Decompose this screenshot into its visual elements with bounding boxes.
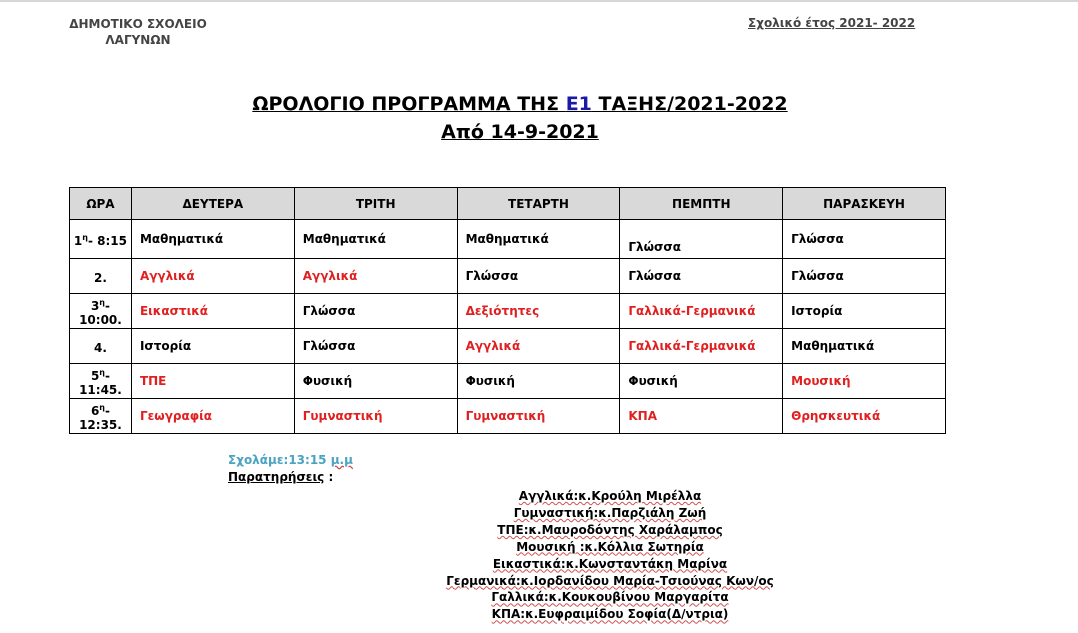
school-name — [58, 16, 218, 48]
teacher-line: Γερμανικά:κ.Ιορδανίδου Μαρία-Τσιούνας Κων/ος — [446, 573, 774, 588]
subject-cell: Φυσική — [457, 364, 620, 399]
hour-superscript: η — [99, 402, 105, 412]
teacher-line: ΚΠΑ:κ.Ευφραιμίδου Σοφία(Δ/ντρια) — [491, 607, 729, 622]
subject-cell: Ιστορία — [783, 294, 946, 329]
table-row — [70, 259, 946, 294]
hour-cell — [70, 259, 132, 294]
subject-cell: Θρησκευτικά — [783, 399, 946, 434]
remarks-heading — [228, 470, 333, 484]
hour-superscript: η — [82, 232, 88, 242]
hour-superscript: η — [99, 297, 105, 307]
subject-cell: Γλώσσα — [620, 259, 783, 294]
teacher-line: Μουσική :κ.Κόλλια Σωτηρία — [516, 539, 704, 554]
hour-time: - 10:00. — [79, 298, 122, 327]
school-year: Σχολικό έτος 2021- 2022 — [748, 16, 916, 30]
hour-time: - 11:45. — [79, 368, 122, 397]
hour-number: 2. — [94, 270, 107, 285]
subject-cell: Μαθηματικά — [783, 329, 946, 364]
subject-cell: Φυσική — [294, 364, 457, 399]
school-name-line1: ΔΗΜΟΤΙΚΟ ΣΧΟΛΕΙΟ — [69, 17, 207, 31]
timetable — [69, 187, 946, 434]
hour-number: 1 — [73, 233, 83, 248]
subject-cell: Δεξιότητες — [457, 294, 620, 329]
hour-superscript: η — [99, 367, 105, 377]
hour-time: - 12:35. — [79, 403, 122, 432]
header-hour: ΩΡΑ — [70, 188, 132, 220]
table-row — [70, 294, 946, 329]
subject-cell: Αγγλικά — [294, 259, 457, 294]
hour-number: 3 — [90, 298, 100, 313]
subject-cell: Γλώσσα — [294, 294, 457, 329]
header-thursday: ΠΕΜΠΤΗ — [620, 188, 783, 220]
table-row — [70, 399, 946, 434]
dismissal-suffix: μ.μ — [330, 453, 353, 467]
subject-cell: Γλώσσα — [620, 220, 783, 259]
hour-cell — [70, 329, 132, 364]
hour-cell — [70, 364, 132, 399]
subject-cell: Ιστορία — [131, 329, 294, 364]
school-name-line2: ΛΑΓΥΝΩΝ — [105, 33, 171, 47]
hour-number: 5 — [90, 368, 100, 383]
header-friday: ΠΑΡΑΣΚΕΥΗ — [783, 188, 946, 220]
dismissal-time — [228, 453, 353, 467]
teacher-line: Γαλλικά:κ.Κουκουβίνου Μαργαρίτα — [491, 590, 729, 605]
subject-cell: Μαθηματικά — [131, 220, 294, 259]
subject-cell: Μουσική — [783, 364, 946, 399]
subject-cell: Γαλλικά-Γερμανικά — [620, 294, 783, 329]
hour-cell — [70, 399, 132, 434]
page-title — [0, 90, 1040, 146]
teacher-line: Εικαστικά:κ.Κωνσταντάκη Μαρίνα — [492, 556, 728, 571]
hour-cell — [70, 220, 132, 259]
timetable-header-row — [70, 188, 946, 220]
subject-cell: ΚΠΑ — [620, 399, 783, 434]
header-monday: ΔΕΥΤΕΡΑ — [131, 188, 294, 220]
hour-number: 4. — [94, 340, 107, 355]
title-date: Από 14-9-2021 — [441, 121, 599, 143]
timetable-body — [70, 220, 946, 434]
subject-cell: Γλώσσα — [457, 259, 620, 294]
table-row — [70, 364, 946, 399]
subject-cell: ΤΠΕ — [131, 364, 294, 399]
subject-cell: Γαλλικά-Γερμανικά — [620, 329, 783, 364]
subject-cell: Γυμναστική — [457, 399, 620, 434]
class-name: Ε1 — [565, 93, 592, 115]
subject-cell: Γλώσσα — [783, 220, 946, 259]
hour-cell — [70, 294, 132, 329]
subject-cell: Μαθηματικά — [457, 220, 620, 259]
teacher-line: ΤΠΕ:κ.Μαυροδόντης Χαράλαμπος — [497, 522, 723, 537]
subject-cell: Φυσική — [620, 364, 783, 399]
subject-cell: Γλώσσα — [294, 329, 457, 364]
teacher-line: Γυμναστική:κ.Παρζιάλη Ζωή — [513, 505, 707, 520]
header-tuesday: ΤΡΙΤΗ — [294, 188, 457, 220]
subject-cell: Γυμναστική — [294, 399, 457, 434]
subject-cell: Γεωγραφία — [131, 399, 294, 434]
top-border — [0, 0, 1078, 2]
remarks-colon: : — [324, 470, 334, 484]
subject-cell: Μαθηματικά — [294, 220, 457, 259]
hour-number: 6 — [90, 403, 100, 418]
title-part2: ΤΑΞΗΣ/2021-2022 — [591, 93, 788, 115]
subject-cell: Γλώσσα — [783, 259, 946, 294]
subject-cell: Αγγλικά — [131, 259, 294, 294]
subject-cell: Εικαστικά — [131, 294, 294, 329]
table-row — [70, 220, 946, 259]
hour-time: - 8:15 — [87, 233, 127, 248]
dismissal-label: Σχολάμε:13:15 — [228, 453, 331, 467]
header-wednesday: ΤΕΤΑΡΤΗ — [457, 188, 620, 220]
title-part1: ΩΡΟΛΟΓΙΟ ΠΡΟΓΡΑΜΜΑ ΤΗΣ — [252, 93, 566, 115]
table-row — [70, 329, 946, 364]
teacher-line: Αγγλικά:κ.Κρούλη Μιρέλλα — [518, 489, 702, 503]
subject-cell: Αγγλικά — [457, 329, 620, 364]
teachers-list — [400, 488, 820, 623]
remarks-label: Παρατηρήσεις — [228, 470, 325, 484]
